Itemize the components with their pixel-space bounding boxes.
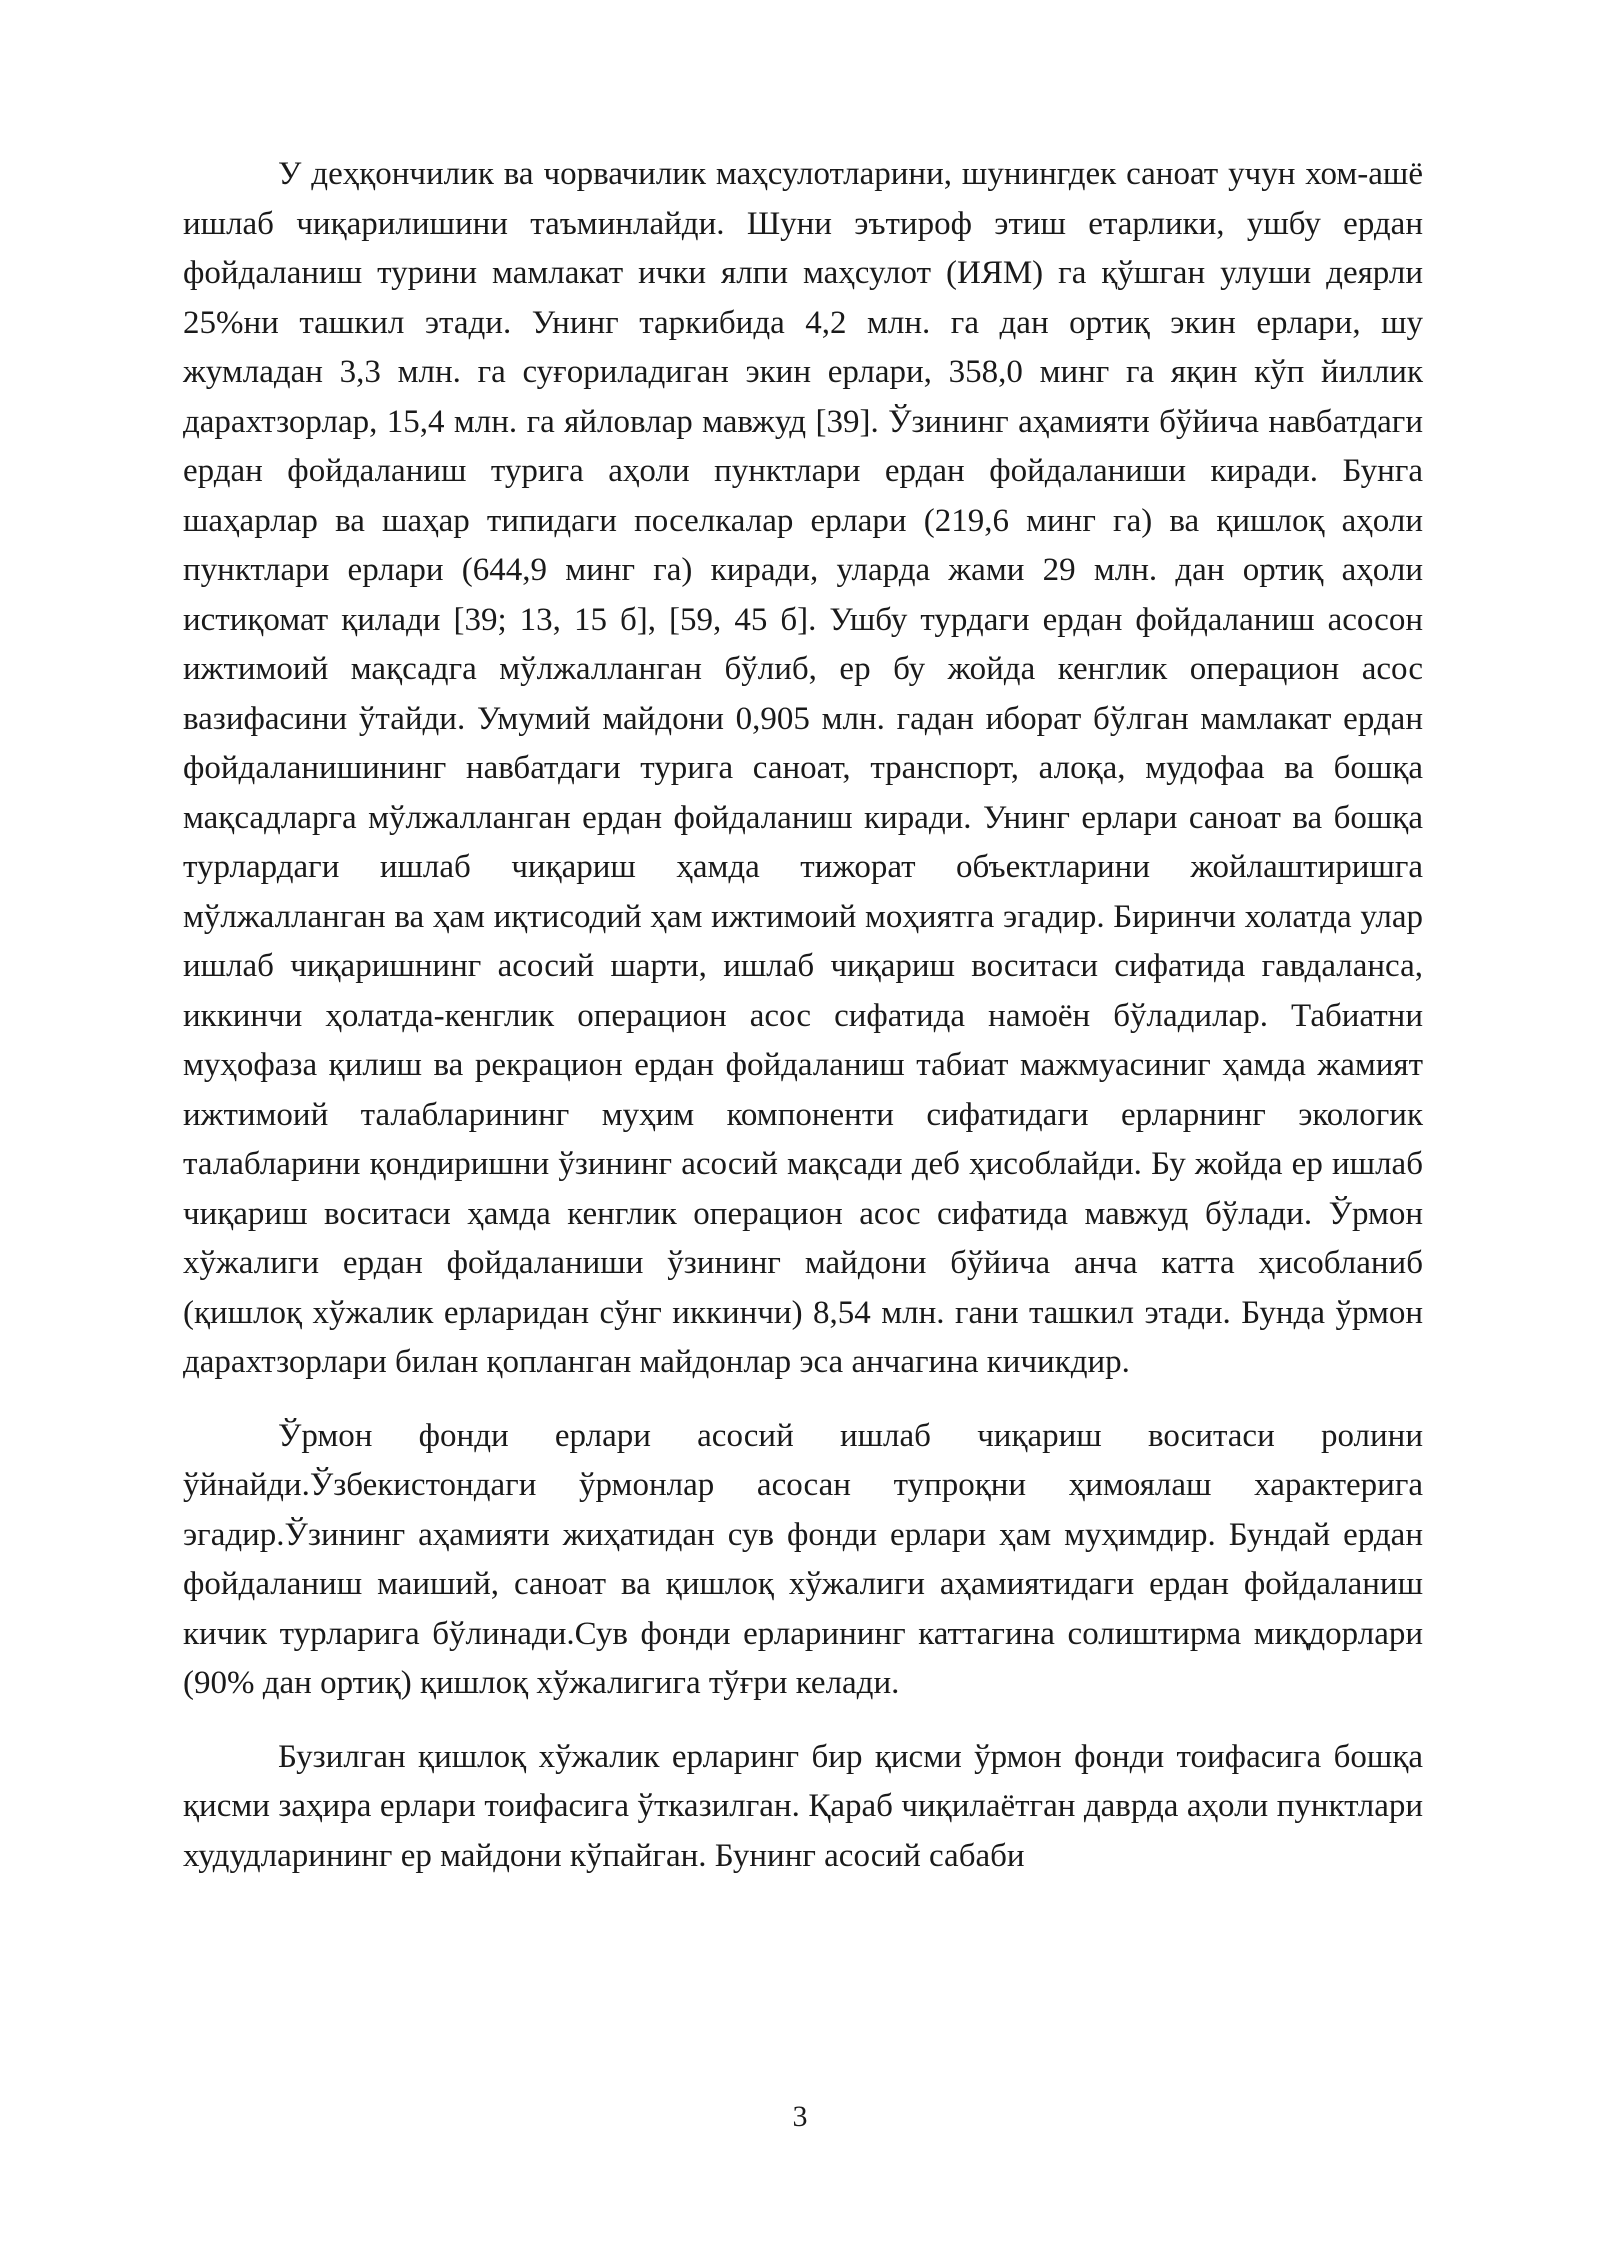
page-number: 3: [792, 2100, 808, 2133]
paragraph: У деҳқончилик ва чорвачилик маҳсулотларини, шунингдек саноат учун хом-ашё ишлаб чиқарилишини таъминлайди. Шуни эътироф этиш етарлики, ушбу ердан фойдаланиш турини мамлакат ички ялпи маҳсулот (ИЯМ) га қўшган улуши деярли 25%ни ташкил этади. Унинг таркибида 4,2 млн. га дан ортиқ экин ерлари, шу жумладан 3,3 млн. га суғориладиган экин ерлари, 358,0 минг га яқин кўп йиллик дарахтзорлар, 15,4 млн. га яйловлар мавжуд [39]. Ўзининг аҳамияти бўйича навбатдаги ердан фойдаланиш турига аҳоли пунктлари ердан фойдаланиши киради. Бунга шаҳарлар ва шаҳар типидаги поселкалар ерлари (219,6 минг га) ва қишлоқ аҳоли пунктлари ерлари (644,9 минг га) киради, уларда жами 29 млн. дан ортиқ аҳоли истиқомат қилади [39; 13, 15 б], [59, 45 б]. Ушбу турдаги ердан фойдаланиш асосон ижтимоий мақсадга мўлжалланган бўлиб, ер бу жойда кенглик операцион асос вазифасини ўтайди. Умумий майдони 0,905 млн. гадан иборат бўлган мамлакат ердан фойдаланишининг навбатдаги турига саноат, транспорт, алоқа, мудофаа ва бошқа мақсадларга мўлжалланган ердан фойдаланиш киради. Унинг ерлари саноат ва бошқа турлардаги ишлаб чиқариш ҳамда тижорат объектларини жойлаштиришга мўлжалланган ва ҳам иқтисодий ҳам ижтимоий моҳиятга эгадир. Биринчи холатда улар ишлаб чиқаришнинг асосий шарти, ишлаб чиқариш воситаси сифатида гавдаланса, иккинчи ҳолатда-кенглик операцион асос сифатида намоён бўладилар. Табиатни муҳофаза қилиш ва рекрацион ердан фойдаланиш табиат мажмуасиниг ҳамда жамият ижтимоий талабларининг муҳим компоненти сифатидаги ерларнинг экологик талабларини қондиришни ўзининг асосий мақсади деб ҳисоблайди. Бу жойда ер ишлаб чиқариш воситаси ҳамда кенглик операцион асос сифатида мавжуд бўлади. Ўрмон хўжалиги ердан фойдаланиши ўзининг майдони бўйича анча катта ҳисобланиб (қишлоқ хўжалик ерларидан сўнг иккинчи) 8,54 млн. гани ташкил этади. Бунда ўрмон дарахтзорлари билан қопланган майдонлар эса анчагина кичикдир.: [183, 156, 1423, 1380]
document-body: [183, 150, 1423, 1881]
paragraph: Ўрмон фонди ерлари асосий ишлаб чиқариш воситаси ролини ўйнайди.Ўзбекистондаги ўрмонлар асосан тупроқни ҳимоялаш характерига эгадир.Ўзининг аҳамияти жиҳатидан сув фонди ерлари ҳам муҳимдир. Бундай ердан фойдаланиш маиший, саноат ва қишлоқ хўжалиги аҳамиятидаги ердан фойдаланиш кичик турларига бўлинади.Сув фонди ерларининг каттагина солиштирма миқдорлари (90% дан ортиқ) қишлоқ хўжалигига тўғри келади.: [183, 1417, 1423, 1701]
paragraph: Бузилган қишлоқ хўжалик ерларинг бир қисми ўрмон фонди тоифасига бошқа қисми заҳира ерлари тоифасига ўтказилган. Қараб чиқилаётган даврда аҳоли пунктлари худудларининг ер майдони кўпайган. Бунинг асосий сабаби: [183, 1738, 1423, 1874]
